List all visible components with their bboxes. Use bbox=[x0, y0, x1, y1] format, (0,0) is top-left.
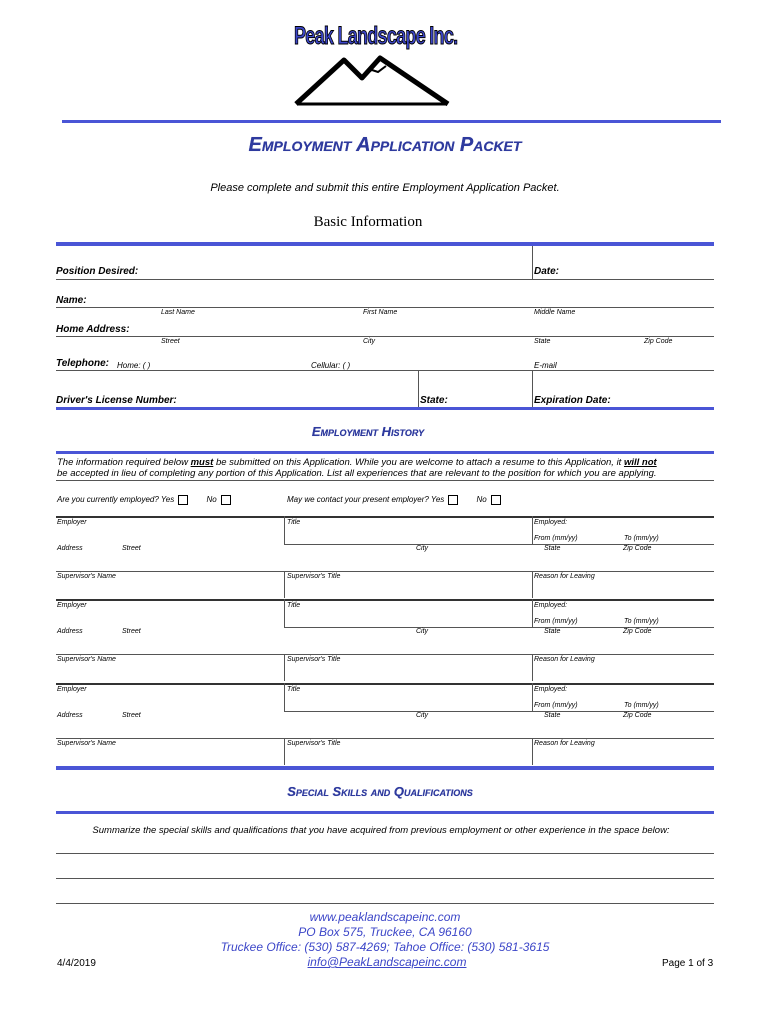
expiration-date-label: Expiration Date: bbox=[534, 395, 611, 406]
divider bbox=[284, 571, 285, 598]
telephone-label: Telephone: bbox=[56, 358, 109, 369]
employed-caption: Employed: bbox=[534, 602, 568, 609]
special-skills-heading: Special Skills and Qualifications bbox=[287, 784, 473, 799]
first-name-caption: First Name bbox=[363, 309, 398, 316]
divider bbox=[532, 683, 533, 711]
section-rule bbox=[56, 407, 714, 410]
employer-caption: Employer bbox=[57, 519, 87, 526]
title-caption: Title bbox=[287, 686, 301, 693]
employer-block-top bbox=[56, 516, 714, 518]
note-emphasis: will not bbox=[623, 457, 657, 468]
skills-line[interactable] bbox=[56, 853, 714, 854]
home-address-label: Home Address: bbox=[56, 324, 130, 335]
history-instructions bbox=[57, 457, 717, 479]
city-caption: City bbox=[416, 545, 429, 552]
question-text: Are you currently employed? Yes bbox=[57, 495, 175, 505]
phone-line[interactable] bbox=[56, 370, 714, 371]
zip-caption: Zip Code bbox=[644, 338, 673, 345]
supervisor-title-caption: Supervisor's Title bbox=[287, 573, 341, 580]
mountain-logo-icon bbox=[292, 52, 452, 108]
from-caption: From (mm/yy) bbox=[534, 618, 578, 625]
address-caption: Address bbox=[57, 545, 83, 552]
skills-prompt: Summarize the special skills and qualifications that you have acquired from previous employment or other experience in the space below: bbox=[92, 825, 670, 836]
note-emphasis: must bbox=[190, 457, 214, 468]
section-rule bbox=[56, 766, 714, 770]
date-label: Date: bbox=[534, 266, 560, 277]
position-line[interactable] bbox=[56, 279, 714, 280]
divider bbox=[418, 370, 419, 408]
city-caption: City bbox=[363, 338, 376, 345]
header-rule bbox=[62, 120, 721, 123]
employed-no-checkbox[interactable] bbox=[221, 495, 231, 505]
contact-no-checkbox[interactable] bbox=[491, 495, 501, 505]
address-caption: Address bbox=[57, 712, 83, 719]
currently-employed-question bbox=[57, 495, 231, 505]
footer-email-link[interactable]: info@PeakLandscapeinc.com bbox=[307, 955, 467, 969]
note-text: The information required below bbox=[57, 457, 191, 468]
license-number-label: Driver's License Number: bbox=[56, 395, 177, 406]
employer-caption: Employer bbox=[57, 602, 87, 609]
divider bbox=[532, 654, 533, 681]
employed-caption: Employed: bbox=[534, 519, 568, 526]
footer-page-number: Page 1 of 3 bbox=[662, 958, 714, 969]
divider bbox=[284, 599, 285, 627]
zip-caption: Zip Code bbox=[623, 628, 652, 635]
employer-block-top bbox=[56, 599, 714, 601]
city-caption: City bbox=[416, 712, 429, 719]
street-caption: Street bbox=[161, 338, 180, 345]
middle-name-caption: Middle Name bbox=[534, 309, 576, 316]
address-line[interactable] bbox=[56, 336, 714, 337]
footer-po-box: PO Box 575, Truckee, CA 96160 bbox=[298, 925, 472, 939]
divider bbox=[284, 683, 285, 711]
supervisor-name-caption: Supervisor's Name bbox=[57, 740, 116, 747]
section-rule bbox=[56, 242, 714, 246]
basic-info-heading: Basic Information bbox=[313, 214, 423, 230]
title-caption: Title bbox=[287, 602, 301, 609]
position-desired-label: Position Desired: bbox=[56, 266, 139, 277]
supervisor-title-caption: Supervisor's Title bbox=[287, 740, 341, 747]
note-text: be accepted in lieu of completing any portion of this Application. List all experiences that are relevant to the position for which you are applying. bbox=[57, 468, 657, 479]
contact-yes-checkbox[interactable] bbox=[448, 495, 458, 505]
no-label: No bbox=[476, 495, 487, 505]
employment-history-heading: Employment History bbox=[311, 424, 425, 439]
name-label: Name: bbox=[56, 295, 87, 306]
divider bbox=[284, 516, 285, 544]
last-name-caption: Last Name bbox=[161, 309, 195, 316]
email-caption: E-mail bbox=[534, 361, 557, 370]
note-text: be submitted on this Application. While you are welcome to attach a resume to this Application, it bbox=[213, 457, 624, 468]
address-line[interactable] bbox=[56, 571, 714, 572]
divider bbox=[532, 599, 533, 627]
divider bbox=[532, 738, 533, 765]
footer-date: 4/4/2019 bbox=[57, 958, 96, 969]
divider bbox=[532, 516, 533, 544]
question-text: May we contact your present employer? Yes bbox=[287, 495, 445, 505]
from-caption: From (mm/yy) bbox=[534, 535, 578, 542]
supervisor-title-caption: Supervisor's Title bbox=[287, 656, 341, 663]
divider bbox=[284, 738, 285, 765]
cellular-caption: Cellular: ( ) bbox=[311, 361, 351, 370]
intro-text: Please complete and submit this entire Employment Application Packet. bbox=[210, 182, 560, 194]
license-state-label: State: bbox=[420, 395, 448, 406]
divider bbox=[532, 370, 533, 408]
city-caption: City bbox=[416, 628, 429, 635]
title-caption: Title bbox=[287, 519, 301, 526]
employer-block-top bbox=[56, 683, 714, 685]
street-caption: Street bbox=[122, 545, 141, 552]
home-phone-caption: Home: ( ) bbox=[117, 361, 151, 370]
skills-line[interactable] bbox=[56, 903, 714, 904]
divider bbox=[532, 246, 533, 279]
address-caption: Address bbox=[57, 628, 83, 635]
supervisor-name-caption: Supervisor's Name bbox=[57, 656, 116, 663]
supervisor-name-caption: Supervisor's Name bbox=[57, 573, 116, 580]
reason-caption: Reason for Leaving bbox=[534, 656, 595, 663]
footer-offices: Truckee Office: (530) 587-4269; Tahoe Office: (530) 581-3615 bbox=[220, 940, 550, 954]
divider bbox=[532, 571, 533, 598]
street-caption: Street bbox=[122, 712, 141, 719]
section-rule bbox=[56, 811, 714, 814]
section-rule bbox=[56, 451, 714, 454]
zip-caption: Zip Code bbox=[623, 712, 652, 719]
to-caption: To (mm/yy) bbox=[624, 702, 659, 709]
state-caption: State bbox=[544, 628, 561, 635]
address-line[interactable] bbox=[56, 738, 714, 739]
employer-caption: Employer bbox=[57, 686, 87, 693]
divider bbox=[284, 654, 285, 681]
no-label: No bbox=[206, 495, 217, 505]
state-caption: State bbox=[544, 545, 561, 552]
contact-employer-question bbox=[287, 495, 501, 505]
skills-line[interactable] bbox=[56, 878, 714, 879]
employed-yes-checkbox[interactable] bbox=[178, 495, 188, 505]
from-caption: From (mm/yy) bbox=[534, 702, 578, 709]
company-logo-text: Peak Landscape Inc. bbox=[294, 22, 458, 50]
reason-caption: Reason for Leaving bbox=[534, 573, 595, 580]
employed-caption: Employed: bbox=[534, 686, 568, 693]
footer-website[interactable]: www.peaklandscapeinc.com bbox=[309, 910, 461, 924]
address-line[interactable] bbox=[56, 654, 714, 655]
to-caption: To (mm/yy) bbox=[624, 618, 659, 625]
zip-caption: Zip Code bbox=[623, 545, 652, 552]
note-underline bbox=[56, 480, 714, 481]
name-line[interactable] bbox=[56, 307, 714, 308]
state-caption: State bbox=[534, 338, 551, 345]
reason-caption: Reason for Leaving bbox=[534, 740, 595, 747]
street-caption: Street bbox=[122, 628, 141, 635]
page-title: Employment Application Packet bbox=[248, 134, 522, 156]
state-caption: State bbox=[544, 712, 561, 719]
to-caption: To (mm/yy) bbox=[624, 535, 659, 542]
